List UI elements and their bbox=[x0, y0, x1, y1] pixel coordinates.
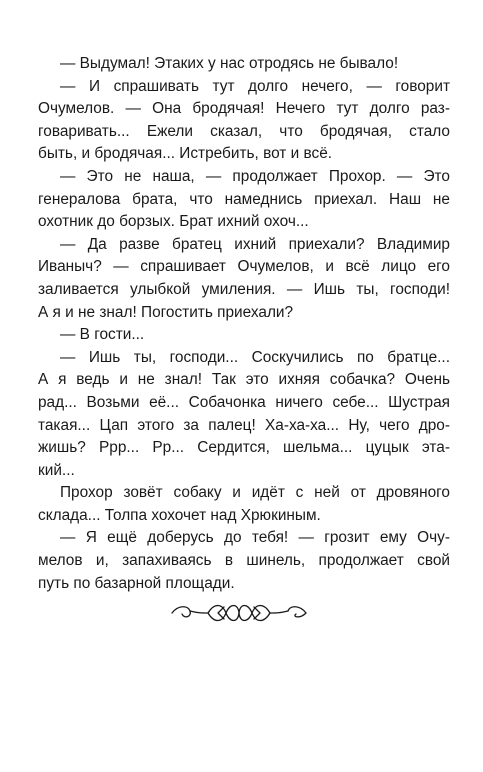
text-line: мелов и, запахиваясь в шинель, продолжает свой bbox=[38, 552, 450, 570]
text-line: охотник до борзых. Брат ихний охоч... bbox=[38, 213, 309, 231]
text-line: жишь? Ррр... Рр... Сердится, шельма... цуцык эта- bbox=[38, 439, 450, 457]
text-line: Иваныч? — спрашивает Очумелов, и всё лицо его bbox=[38, 258, 450, 276]
text-line: — Это не наша, — продолжает Прохор. — Это bbox=[60, 167, 450, 185]
text-line: — Я ещё доберусь до тебя! — грозит ему Очу- bbox=[60, 529, 450, 547]
scroll-flourish-icon bbox=[168, 601, 310, 625]
text-line: — Ишь ты, господи... Соскучились по братце... bbox=[60, 348, 450, 366]
text-line: быть, и бродячая... Истребить, вот и всё. bbox=[38, 145, 333, 163]
text-line: такая... Цап этого за палец! Ха-ха-ха... Ну, чего дро- bbox=[38, 416, 450, 434]
text-line: кий... bbox=[38, 461, 75, 479]
text-line: А я ведь и не знал! Так это ихняя собачка? Очень bbox=[38, 371, 450, 389]
text-line: говаривать... Ежели сказал, что бродячая, стало bbox=[38, 122, 450, 140]
text-line: рад... Возьми её... Собачонка ничего себе... Шустрая bbox=[38, 393, 450, 411]
text-line: — Да разве братец ихний приехали? Владимир bbox=[60, 235, 450, 253]
text-line: — В гости... bbox=[60, 326, 145, 344]
text-line: Прохор зовёт собаку и идёт с ней от дровяного bbox=[60, 484, 450, 502]
text-line: склада... Толпа хохочет над Хрюкиным. bbox=[38, 506, 321, 524]
text-line: — Выдумал! Этаких у нас отродясь не бывало! bbox=[60, 55, 399, 72]
text-line: Очумелов. — Она бродячая! Нечего тут долго раз- bbox=[38, 100, 450, 118]
text-line: заливается улыбкой умиления. — Ишь ты, господи! bbox=[38, 280, 450, 298]
text-line: А я и не знал! Погостить приехали? bbox=[38, 303, 294, 321]
text-line: генералова брата, что намеднись приехал. Наш не bbox=[38, 190, 450, 208]
book-page-text bbox=[38, 53, 450, 595]
text-line: — И спрашивать тут долго нечего, — говорит bbox=[60, 77, 450, 95]
text-line: путь по базарной площади. bbox=[38, 574, 235, 592]
